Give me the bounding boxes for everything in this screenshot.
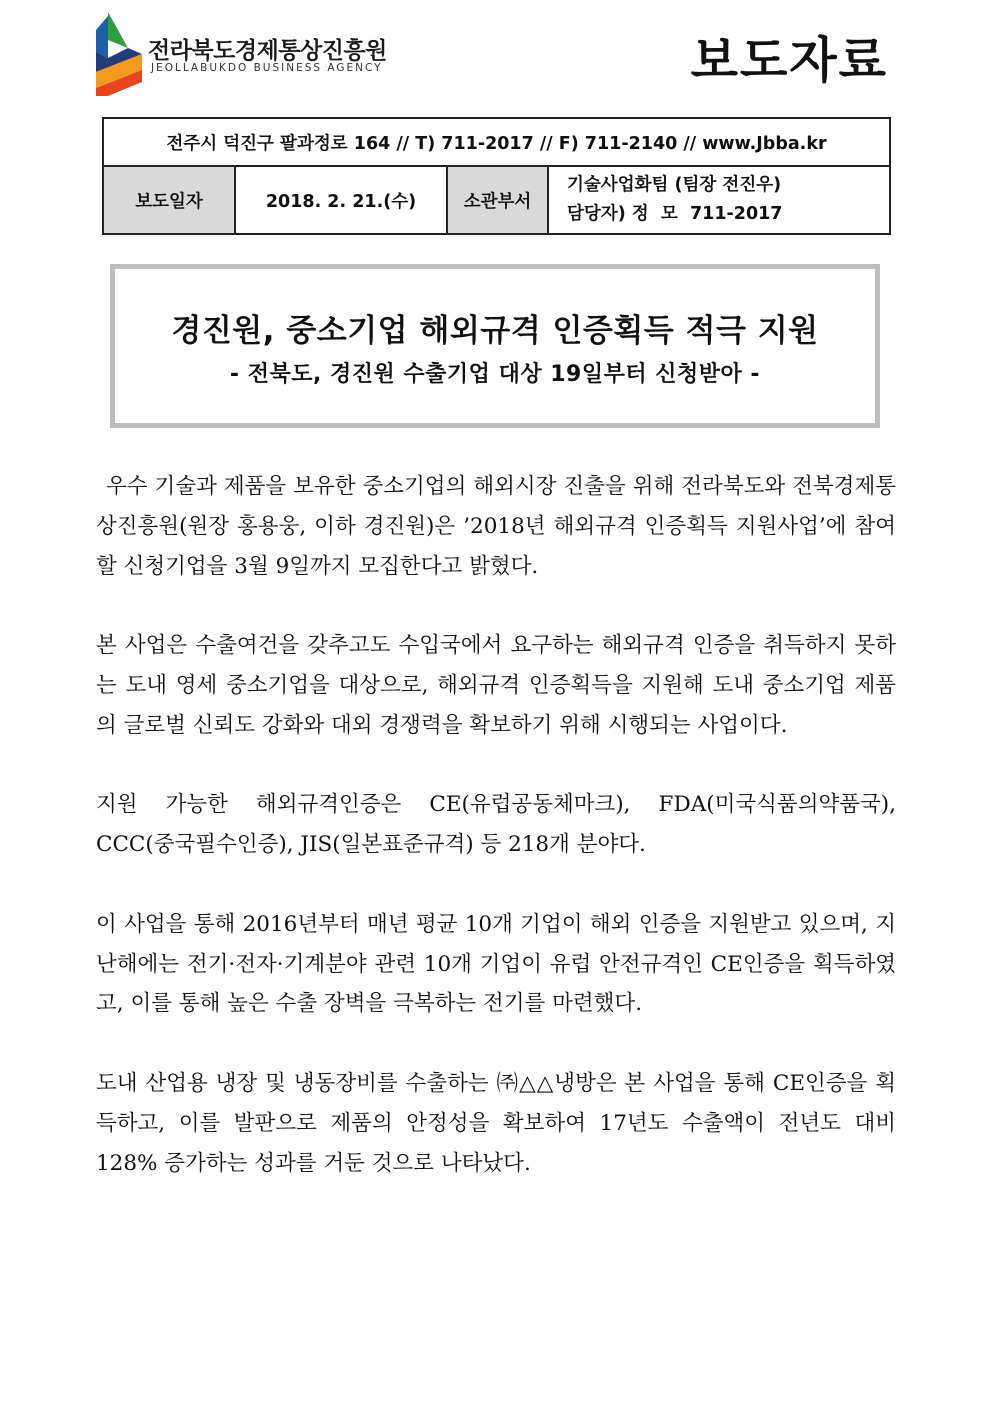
headline-box <box>110 264 880 428</box>
page-header <box>0 0 992 110</box>
headline-subtitle: - 전북도, 경진원 수출기업 대상 19일부터 신청받아 - <box>229 362 761 387</box>
agency-logo-icon <box>94 12 142 96</box>
article-body <box>96 467 896 1223</box>
press-release-label: 보도자료 <box>690 32 888 89</box>
org-name-korean: 전라북도경제통상진흥원 <box>148 38 387 64</box>
contact-line: 전주시 덕진구 팔과정로 164 // T) 711-2017 // F) 711-2140 // www.Jbba.kr <box>103 118 890 166</box>
headline-title: 경진원, 중소기업 해외규격 인증획득 적극 지원 <box>171 313 819 349</box>
body-paragraph: 우수 기술과 제품을 보유한 중소기업의 해외시장 진출을 위해 전라북도와 전북경제통상진흥원(원장 홍용웅, 이하 경진원)은 ’2018년 해외규격 인증획득 지원사업’에 참여할 신청기업을 3월 9일까지 모집한다고 밝혔다. <box>96 474 896 579</box>
body-paragraph: 도내 산업용 냉장 및 냉동장비를 수출하는 ㈜△△냉방은 본 사업을 통해 CE인증을 획득하고, 이를 발판으로 제품의 안정성을 확보하여 17년도 수출액이 전년도 대비 128% 증가하는 성과를 거둔 것으로 나타났다. <box>96 1070 896 1176</box>
dept-label: 소관부서 <box>447 166 548 234</box>
dept-team-line: 기술사업화팀 (팀장 전진우) <box>567 175 782 195</box>
date-label: 보도일자 <box>103 166 235 234</box>
meta-row <box>103 166 890 234</box>
org-name-english: JEOLLABUKDO BUSINESS AGENCY <box>151 62 383 74</box>
contact-row <box>103 118 890 166</box>
date-value: 2018. 2. 21.(수) <box>235 166 447 234</box>
dept-info <box>548 166 890 234</box>
body-paragraph: 본 사업은 수출여건을 갖추고도 수입국에서 요구하는 해외규격 인증을 취득하지 못하는 도내 영세 중소기업을 대상으로, 해외규격 인증획득을 지원해 도내 중소기업 제품의 글로벌 신뢰도 강화와 대외 경쟁력을 확보하기 위해 시행되는 사업이다. <box>96 633 896 738</box>
dept-contact-line: 담당자) 정 모 711-2017 <box>567 204 783 224</box>
info-table <box>102 117 891 235</box>
body-paragraph: 지원 가능한 해외규격인증은 CE(유럽공동체마크), FDA(미국식품의약품국), CCC(중국필수인증), JIS(일본표준규격) 등 218개 분야다. <box>96 792 896 858</box>
body-paragraph: 이 사업을 통해 2016년부터 매년 평균 10개 기업이 해외 인증을 지원받고 있으며, 지난해에는 전기·전자·기계분야 관련 10개 기업이 유럽 안전규격인 CE인증을 획득하였고, 이를 통해 높은 수출 장벽을 극복하는 전기를 마련했다. <box>96 911 896 1017</box>
